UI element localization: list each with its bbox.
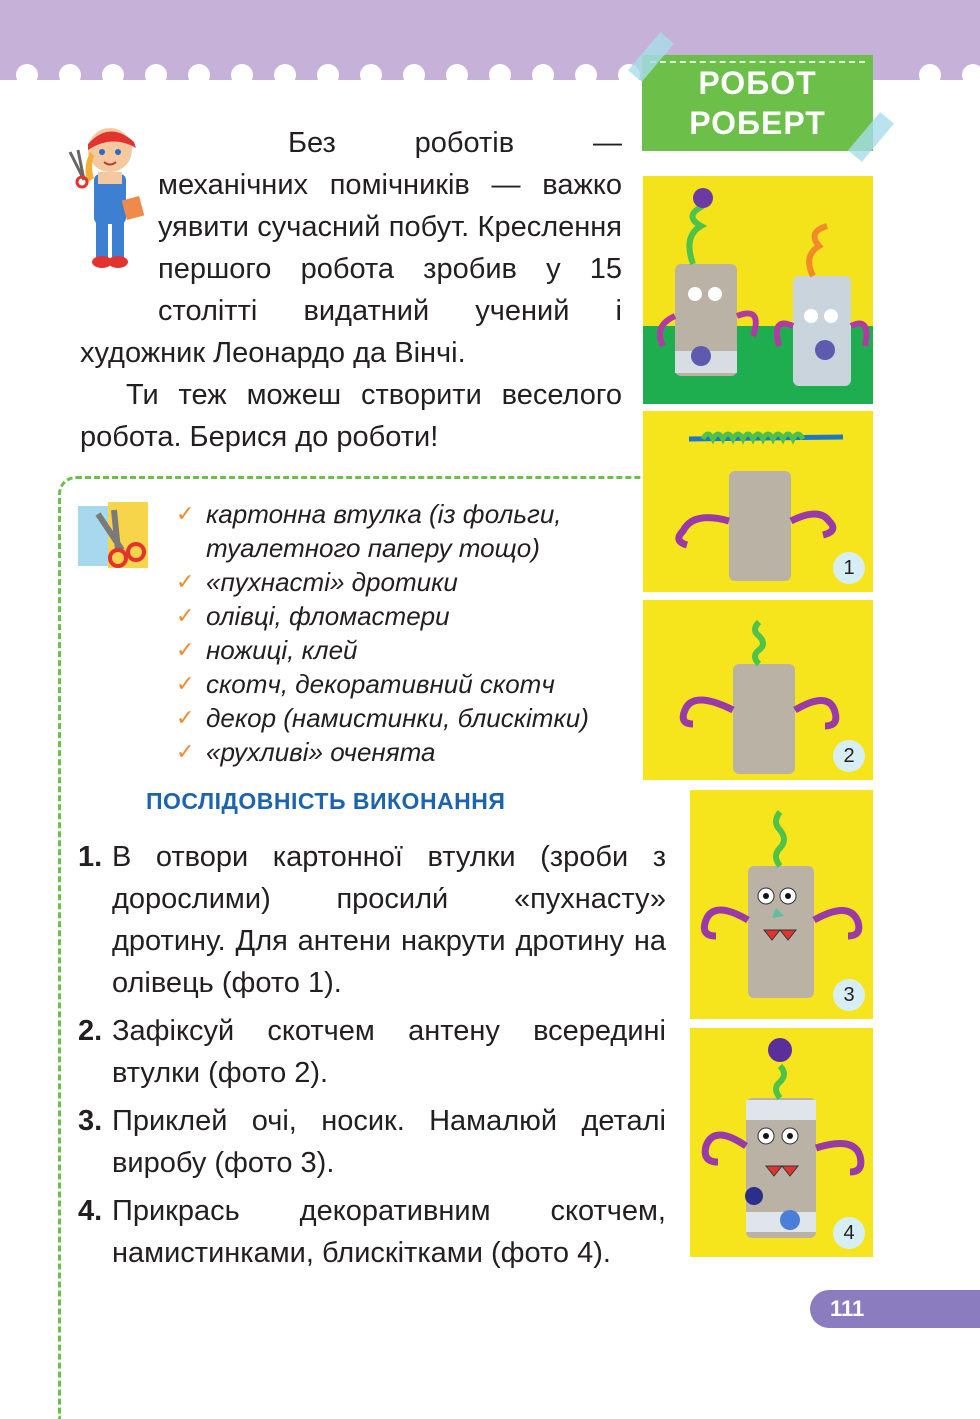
sequence-title: ПОСЛІДОВНІСТЬ ВИКОНАННЯ <box>146 788 506 814</box>
photo-step-4 <box>690 1028 873 1257</box>
intro-paragraph-2: Ти теж можеш створити веселого робота. Берися до роботи! <box>80 379 622 453</box>
header-dot <box>962 64 980 86</box>
header-dot <box>145 64 167 86</box>
step-item: 4. Прикрась декоративним скотчем, намистинками, блискітками (фото 4). <box>78 1195 666 1269</box>
header-dot <box>16 64 38 86</box>
header-dot <box>919 64 941 86</box>
materials-list <box>176 497 589 769</box>
header-dot <box>231 64 253 86</box>
scissors-icon <box>78 500 154 572</box>
intro-paragraph-1: Без роботів — механічних помічників — важко уявити сучасний побут. Креслення першого робота зробив у 15 столітті видатний учений і художник Леонардо да Вінчі. <box>80 127 622 369</box>
photo-number-badge: 2 <box>833 740 865 772</box>
header-dot <box>575 64 597 86</box>
lesson-title-tag <box>642 55 873 151</box>
step-item: 2. Зафіксуй скотчем антену всередині втулки (фото 2). <box>78 1015 666 1089</box>
photo-step-2 <box>643 600 873 780</box>
photo-step-1 <box>643 411 873 592</box>
photo-number-badge: 3 <box>833 979 865 1011</box>
list-item: туалетного паперу тощо) <box>206 533 540 563</box>
header-dot <box>403 64 425 86</box>
list-item: ✓ «рухливі» оченята <box>176 737 436 767</box>
header-dot <box>188 64 210 86</box>
header-dot <box>489 64 511 86</box>
list-item: ✓ картонна втулка (із фольги, <box>176 499 562 529</box>
header-dot <box>532 64 554 86</box>
photo-step-3 <box>690 790 873 1019</box>
step-item: 3. Приклей очі, носик. Намалюй деталі виробу (фото 3). <box>78 1105 666 1179</box>
photo-finished-robots <box>643 176 873 404</box>
list-item: ✓ ножиці, клей <box>176 635 358 665</box>
list-item: ✓ декор (намистинки, блискітки) <box>176 703 589 733</box>
list-item: ✓ олівці, фломастери <box>176 601 450 631</box>
lesson-title-line2: РОБЕРТ <box>689 105 826 141</box>
step-item: 1. В отвори картонної втулки (зроби з дорослими) просили́ «пухнасту» дротину. Для антени накрути дротину на олівець (фото 1). <box>78 841 666 999</box>
lesson-title-line1: РОБОТ <box>698 65 817 101</box>
header-dot <box>360 64 382 86</box>
header-dot <box>274 64 296 86</box>
list-item: ✓ «пухнасті» дротики <box>176 567 458 597</box>
page-number: 111 <box>810 1290 980 1328</box>
steps-list <box>78 836 666 1280</box>
header-dot <box>446 64 468 86</box>
header-dot <box>317 64 339 86</box>
intro-text <box>80 122 622 458</box>
photo-number-badge: 4 <box>833 1217 865 1249</box>
photo-number-badge: 1 <box>833 552 865 584</box>
header-dot <box>59 64 81 86</box>
list-item: ✓ скотч, декоративний скотч <box>176 669 555 699</box>
header-dot <box>102 64 124 86</box>
